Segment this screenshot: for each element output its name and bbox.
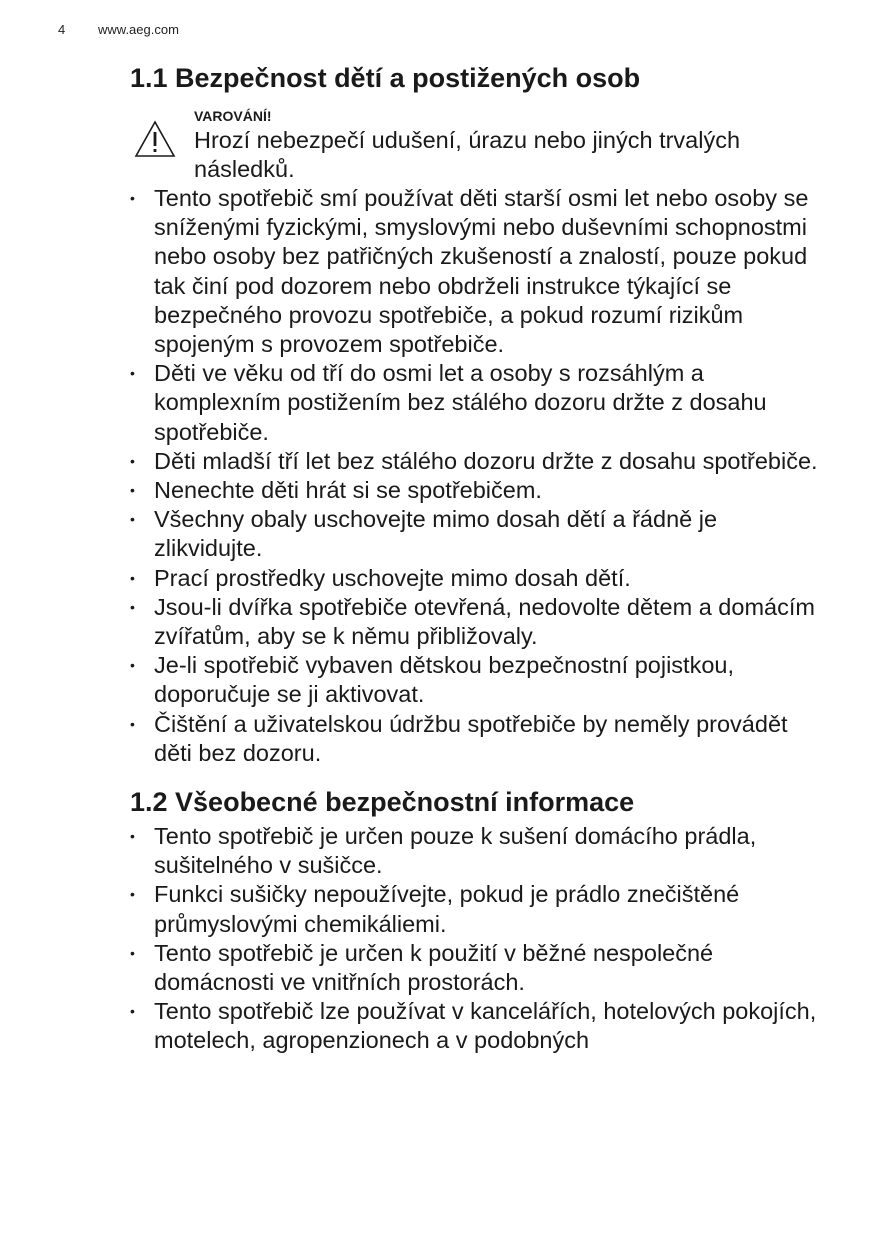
- section-1-list: [130, 184, 820, 768]
- website-link[interactable]: www.aeg.com: [98, 22, 179, 37]
- list-item: • Nenechte děti hrát si se spotřebičem.: [130, 476, 820, 505]
- warning-text: Hrozí nebezpečí udušení, úrazu nebo jiných trvalých následků.: [194, 127, 741, 182]
- list-item: • Je-li spotřebič vybaven dětskou bezpečnostní pojistkou, doporučuje se ji aktivovat.: [130, 651, 820, 709]
- section-2-list: [130, 822, 820, 1056]
- list-item: • Tento spotřebič lze používat v kancelářích, hotelových pokojích, motelech, agropenzionech a v podobných: [130, 997, 820, 1055]
- page-content: [130, 58, 820, 1056]
- list-item: • Tento spotřebič je určen pouze k sušení domácího prádla, sušitelného v sušičce.: [130, 822, 820, 880]
- list-item: • Prací prostředky uschovejte mimo dosah dětí.: [130, 564, 820, 593]
- list-item: • Všechny obaly uschovejte mimo dosah dětí a řádně je zlikvidujte.: [130, 505, 820, 563]
- list-item: • Tento spotřebič smí používat děti starší osmi let nebo osoby se sníženými fyzickými, smyslovými nebo duševními schopnostmi nebo osoby bez patřičných zkušeností a znalostí, pouze pokud tak činí pod dozorem nebo obdrželi instrukce týkající se bezpečného provozu spotřebiče, a pokud rozumí rizikům spojeným s provozem spotřebiče.: [130, 184, 820, 359]
- section-2-title: 1.2 Všeobecné bezpečnostní informace: [130, 787, 635, 818]
- warning-title: VAROVÁNÍ!: [194, 108, 272, 124]
- list-item: • Jsou-li dvířka spotřebiče otevřená, nedovolte dětem a domácím zvířatům, aby se k němu přibližovaly.: [130, 593, 820, 651]
- warning-box: [130, 108, 820, 184]
- warning-triangle-icon: [134, 120, 176, 158]
- list-item: • Funkci sušičky nepoužívejte, pokud je prádlo znečištěné průmyslovými chemikáliemi.: [130, 880, 820, 938]
- list-item: • Děti mladší tří let bez stálého dozoru držte z dosahu spotřebiče.: [130, 447, 820, 476]
- list-item: • Děti ve věku od tří do osmi let a osoby s rozsáhlým a komplexním postižením bez stálého dozoru držte z dosahu spotřebiče.: [130, 359, 820, 447]
- page-number: 4: [58, 22, 66, 37]
- section-1-title: 1.1 Bezpečnost dětí a postižených osob: [130, 63, 641, 93]
- list-item: • Tento spotřebič je určen k použití v běžné nespolečné domácnosti ve vnitřních prostorách.: [130, 939, 820, 997]
- list-item: • Čištění a uživatelskou údržbu spotřebiče by neměly provádět děti bez dozoru.: [130, 710, 820, 768]
- page-header: [58, 22, 179, 38]
